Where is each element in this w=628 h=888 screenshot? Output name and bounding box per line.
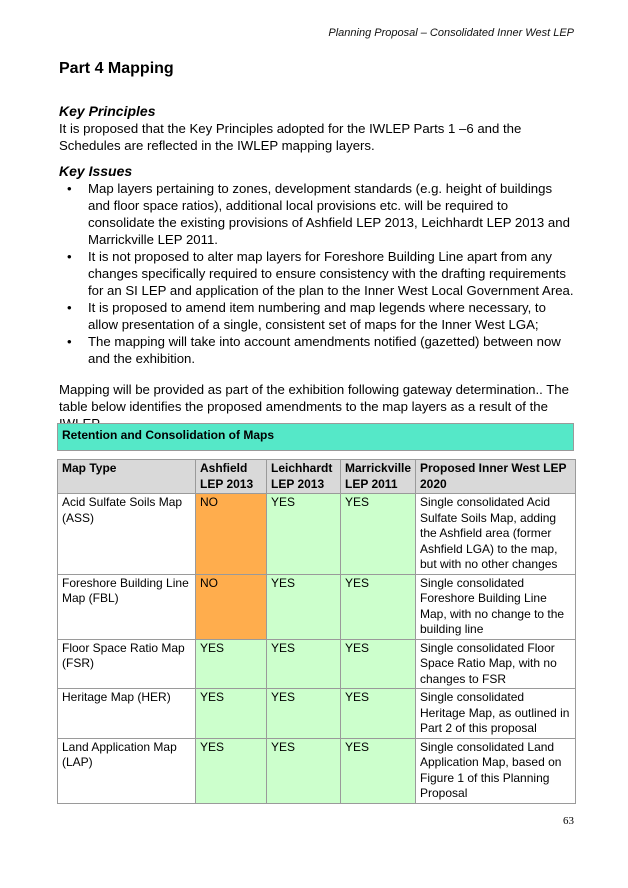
key-principles-text: It is proposed that the Key Principles adopted for the IWLEP Parts 1 –6 and the Schedules are reflected in the IWLEP mapping layers. [59,121,522,153]
list-item [59,180,575,248]
cell-map-type: Acid Sulfate Soils Map (ASS) [58,494,196,575]
cell-leichhardt: YES [267,639,341,689]
col-header-ashfield: Ashfield LEP 2013 [196,460,267,494]
cell-proposed: Single consolidated Floor Space Ratio Map, with no changes to FSR [416,639,576,689]
table-row [58,494,576,575]
cell-marrickville: YES [341,738,416,803]
cell-leichhardt: YES [267,689,341,739]
mapping-paragraph: Mapping will be provided as part of the exhibition following gateway determination.. The table below identifies the proposed amendments to the map layers as a result of the [59,382,569,414]
key-issues-list [59,180,575,367]
cell-marrickville: YES [341,689,416,739]
maps-table [57,459,576,804]
list-item-text: It is proposed to amend item numbering and map legends where necessary, to allow presentation of a single, consistent set of maps for the Inner West LGA; [88,300,546,332]
cell-ashfield: NO [196,574,267,639]
list-item-text: The mapping will take into account amendments notified (gazetted) between now and the exhibition. [88,334,561,366]
bullet-icon: • [67,334,72,349]
col-header-marrickville: Marrickville LEP 2011 [341,460,416,494]
running-header: Planning Proposal – Consolidated Inner West LEP [328,27,574,39]
table-row [58,689,576,739]
table-banner: Retention and Consolidation of Maps [57,423,574,451]
col-header-proposed: Proposed Inner West LEP 2020 [416,460,576,494]
key-principles-heading: Key Principles [59,103,156,119]
cell-proposed: Single consolidated Heritage Map, as outlined in Part 2 of this proposal [416,689,576,739]
body-content [59,103,575,432]
list-item [59,248,575,299]
cell-ashfield: YES [196,639,267,689]
cell-marrickville: YES [341,574,416,639]
cell-map-type: Floor Space Ratio Map (FSR) [58,639,196,689]
cell-leichhardt: YES [267,738,341,803]
cell-proposed: Single consolidated Acid Sulfate Soils Map, adding the Ashfield area (former Ashfield LGA) to the map, but with no other changes [416,494,576,575]
table-header-row [58,460,576,494]
cell-marrickville: YES [341,639,416,689]
bullet-icon: • [67,300,72,315]
table-row [58,639,576,689]
cell-ashfield: NO [196,494,267,575]
cell-leichhardt: YES [267,574,341,639]
list-item [59,333,575,367]
cell-leichhardt: YES [267,494,341,575]
cell-map-type: Land Application Map (LAP) [58,738,196,803]
cell-ashfield: YES [196,689,267,739]
list-item [59,299,575,333]
list-item-text: It is not proposed to alter map layers for Foreshore Building Line apart from any changes specifically required to ensure consistency with the drafting requirements for an SI LEP and application of the plan to the Inner West Local Government Area. [88,249,574,298]
col-header-leichhardt: Leichhardt LEP 2013 [267,460,341,494]
bullet-icon: • [67,181,72,196]
table-row [58,574,576,639]
cell-proposed: Single consolidated Foreshore Building Line Map, with no change to the building line [416,574,576,639]
bullet-icon: • [67,249,72,264]
page-number: 63 [563,815,574,827]
cell-map-type: Foreshore Building Line Map (FBL) [58,574,196,639]
cell-marrickville: YES [341,494,416,575]
part-title: Part 4 Mapping [59,60,174,77]
cell-map-type: Heritage Map (HER) [58,689,196,739]
cell-proposed: Single consolidated Land Application Map, based on Figure 1 of this Planning Proposal [416,738,576,803]
list-item-text: Map layers pertaining to zones, development standards (e.g. height of buildings and floor space ratios), additional local provisions etc. will be required to consolidate the existing provisions of Ashfield LEP 2013, Leichhardt LEP 2013 and Marrickville LEP 2011. [88,181,570,247]
col-header-map-type: Map Type [58,460,196,494]
key-issues-heading: Key Issues [59,163,133,179]
cell-ashfield: YES [196,738,267,803]
table-row [58,738,576,803]
